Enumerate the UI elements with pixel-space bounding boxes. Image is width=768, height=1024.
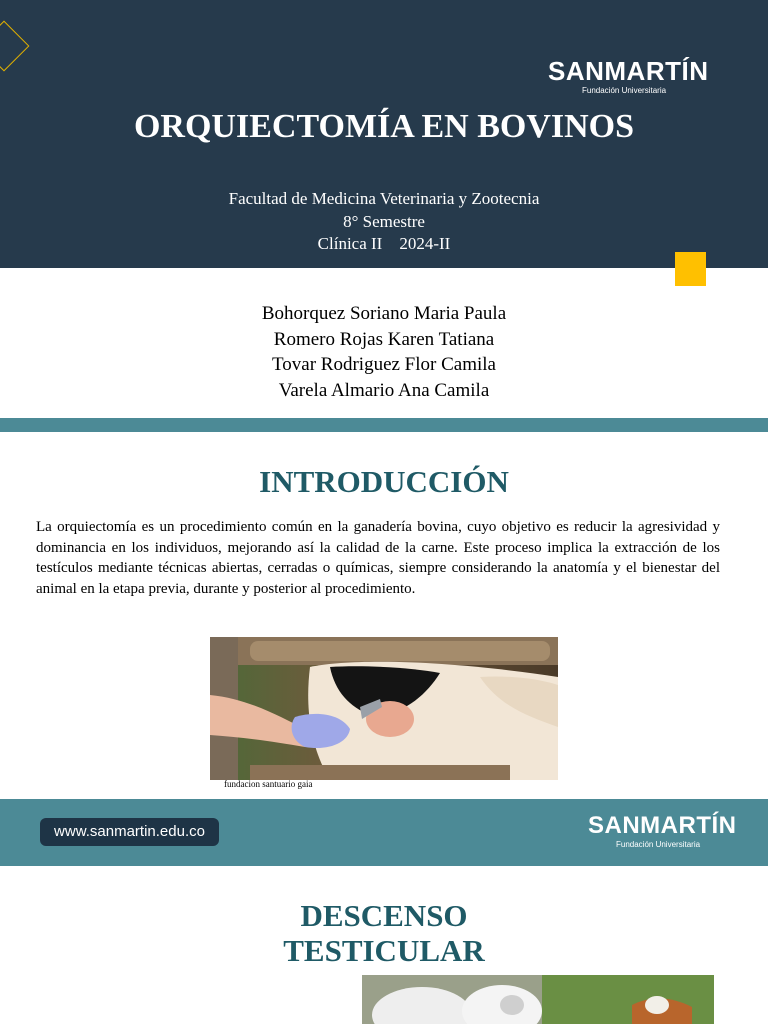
logo-subtitle: Fundación Universitaria bbox=[616, 840, 701, 849]
introduction-heading: INTRODUCCIÓN bbox=[259, 464, 509, 499]
accent-square bbox=[675, 252, 706, 286]
calves-photo-illustration bbox=[362, 975, 714, 1024]
castration-procedure-photo bbox=[210, 637, 558, 780]
logo-subtitle: Fundación Universitaria bbox=[582, 86, 667, 95]
procedure-photo-illustration bbox=[210, 637, 558, 780]
semester-line: 8° Semestre bbox=[343, 212, 425, 231]
author-name: Varela Almario Ana Camila bbox=[278, 380, 490, 401]
logo-wordmark: SANMARTÍN bbox=[588, 812, 737, 839]
testicular-descent-heading bbox=[0, 898, 768, 968]
heading-line: DESCENSO bbox=[300, 898, 468, 933]
page-title: ORQUIECTOMÍA EN BOVINOS bbox=[133, 108, 635, 145]
author-name: Romero Rojas Karen Tatiana bbox=[273, 329, 495, 350]
heading-line: TESTICULAR bbox=[283, 933, 485, 968]
photo-caption: fundacion santuario gaia bbox=[224, 779, 313, 789]
course-line: Clínica II 2024-II bbox=[317, 234, 451, 253]
website-link[interactable]: www.sanmartin.edu.co bbox=[40, 818, 219, 846]
divider-band bbox=[0, 418, 768, 432]
sanmartin-logo-footer bbox=[588, 812, 748, 850]
author-name: Tovar Rodriguez Flor Camila bbox=[272, 354, 496, 375]
author-name: Bohorquez Soriano Maria Paula bbox=[261, 303, 507, 324]
logo-wordmark: SANMARTÍN bbox=[548, 56, 709, 86]
introduction-paragraph: La orquiectomía es un procedimiento común en la ganadería bovina, cuyo objetivo es reducir la agresividad y dominancia en los individuos, mejorando así la calidad de la carne. Este proceso implica la extracción de los testículos mediante técnicas abiertas, cerradas o químicas, siempre considerando la anatomía y el bienestar del animal en la etapa previa, durante y posterior al procedimiento. bbox=[36, 519, 720, 597]
faculty-line: Facultad de Medicina Veterinaria y Zootecnia bbox=[228, 189, 540, 208]
calves-photo bbox=[362, 975, 714, 1024]
sanmartin-logo bbox=[548, 56, 718, 95]
